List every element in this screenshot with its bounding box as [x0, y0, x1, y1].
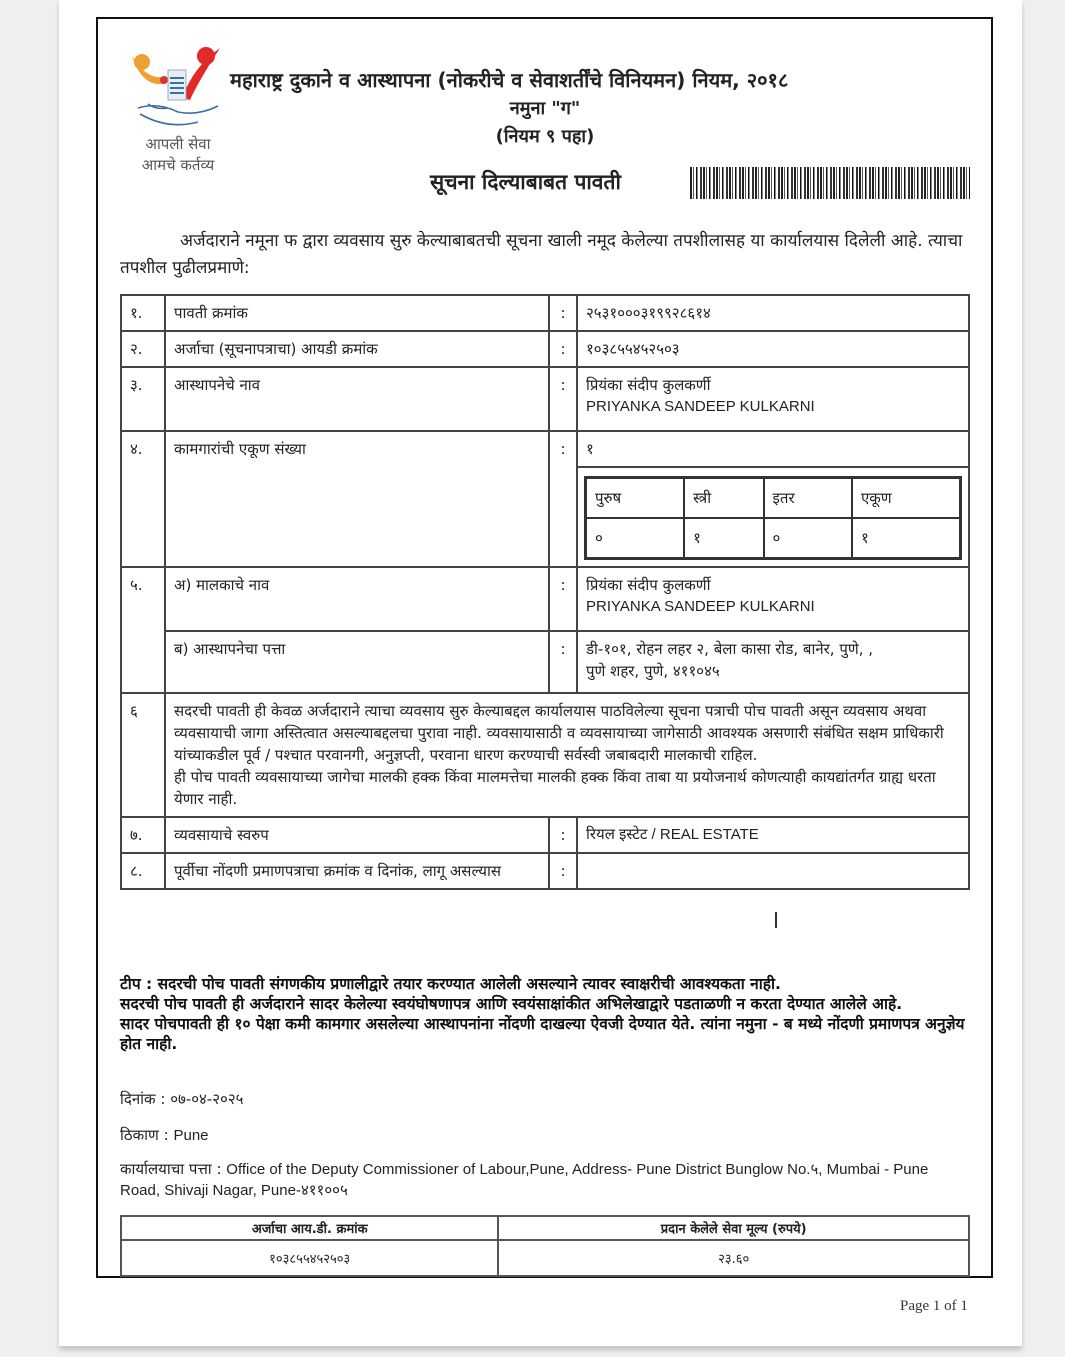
previous-registration-value [577, 853, 969, 889]
intro-paragraph: अर्जदाराने नमूना फ द्वारा व्यवसाय सुरु केल्याबाबतची सूचना खाली नमूद केलेल्या तपशीलासह या कार्यालयास दिलेली आहे. त्याचा तपशील पुढीलप्रमाणे: [120, 231, 963, 278]
row-label: अ) मालकाचे नाव [165, 567, 549, 631]
table-row [121, 631, 969, 693]
header-male: पुरुष [586, 478, 685, 519]
header-other: इतर [764, 478, 852, 519]
owner-name-value [577, 567, 969, 631]
office-address-line [120, 1159, 960, 1201]
logo-tagline-2: आमचे कर्तव्य [141, 156, 215, 174]
address-line-1: डी-१०१, रोहन लहर २, बेला कासा रोड, बानेर, पुणे, , [586, 640, 873, 658]
name-marathi: प्रियंका संदीप कुलकर्णी [586, 376, 711, 394]
row-number: २. [121, 331, 165, 367]
disclaimer-para-2: ही पोच पावती व्यवसायाच्या जागेचा मालकी हक्क किंवा मालमत्तेचा मालकी हक्क किंवा ताबा या प्रयोजनार्थ कोणत्याही कायद्यांतर्गत ग्राह्य धरता येणार नाही. [174, 768, 936, 808]
office-label: कार्यालयाचा पत्ता : [120, 1160, 222, 1178]
date-line [120, 1089, 243, 1109]
note-block [120, 974, 972, 1054]
date-label: दिनांक : [120, 1090, 166, 1108]
fee-table [120, 1215, 970, 1277]
row-number: ५. [121, 567, 165, 631]
barcode-icon [690, 167, 970, 199]
table-row [121, 431, 969, 467]
table-row [121, 467, 969, 567]
owner-name-english: PRIYANKA SANDEEP KULKARNI [586, 598, 815, 615]
note-line-3: सादर पोचपावती ही १० पेक्षा कमी कामगार असलेल्या आस्थापनांना नोंदणी दाखल्या ऐवजी देण्यात येते. त्यांना नमुना - ब मध्ये नोंदणी प्रमाणपत्र अनुज्ञेय होत नाही. [120, 1015, 965, 1053]
receipt-heading: सूचना दिल्याबाबत पावती [430, 170, 621, 194]
disclaimer-para-1: सदरची पावती ही केवळ अर्जदाराने त्याचा व्यवसाय सुरु केल्याबद्दल कार्यालयास पाठविलेल्या सूचना पत्राची पोच पावती असून व्यवसाय अथवा व्यवसायाची जागा अस्तित्वात असल्याबद्दलचा पुरावा नाही. व्यवसायासाठी व व्यवसायाच्या जागेसाठी आवश्यक असणारी संबंधित सक्षम प्राधिकारी यांच्याकडील पूर्व / पश्चात परवानगी, अनुज्ञप्ती, परवाना धारण करण्याची सर्वस्वी जबाबदारी मालकाची राहिल. [174, 702, 944, 764]
table-row [121, 295, 969, 331]
value-other: ० [764, 518, 852, 559]
row-number: ८. [121, 853, 165, 889]
row-label: पूर्वीचा नोंदणी प्रमाणपत्राचा क्रमांक व दिनांक, लागू असल्यास [165, 853, 549, 889]
rule-reference: (नियम ९ पहा) [495, 126, 595, 147]
colon: : [549, 367, 577, 431]
document-title: महाराष्ट्र दुकाने व आस्थापना (नोकरीचे व सेवाशर्तींचे विनियमन) नियम, २०१८ [230, 68, 789, 92]
table-row [121, 331, 969, 367]
note-line-1: टीप : सदरची पोच पावती संगणकीय प्रणालीद्वारे तयार करण्यात आलेली असल्याने त्यावर स्वाक्षरीची आवश्यकता नाही. [120, 975, 781, 993]
name-english: PRIYANKA SANDEEP KULKARNI [586, 398, 815, 415]
row-number: ४. [121, 431, 165, 467]
aaple-sarkar-logo [128, 42, 228, 182]
value-female: १ [684, 518, 763, 559]
business-type-value: रियल इस्टेट / REAL ESTATE [577, 817, 969, 853]
form-name: नमुना "ग" [509, 98, 581, 119]
row-number: ३. [121, 367, 165, 431]
address-line-2: पुणे शहर, पुणे, ४११०४५ [586, 662, 720, 680]
colon: : [549, 331, 577, 367]
row-label: अर्जाचा (सूचनापत्राचा) आयडी क्रमांक [165, 331, 549, 367]
disclaimer-cell [165, 693, 969, 817]
place-label: ठिकाण : [120, 1126, 169, 1144]
place-value: Pune [173, 1127, 209, 1144]
logo-tagline-1: आपली सेवा [145, 135, 211, 153]
date-value: ०७-०४-२०२५ [170, 1090, 244, 1108]
establishment-name-value [577, 367, 969, 431]
receipt-number-value: २५३१०००३१९९२८६१४ [577, 295, 969, 331]
row-number: ६ [121, 693, 165, 817]
page-indicator: Page 1 of 1 [900, 1298, 968, 1314]
details-table [120, 294, 970, 890]
value-male: ० [586, 518, 685, 559]
note-line-2: सदरची पोच पावती ही अर्जदाराने सादर केलेल्या स्वयंघोषणापत्र आणि स्वयंसाक्षांकीत अभिलेखाद्वारे पडताळणी न करता देण्यात आलेले आहे. [120, 995, 903, 1013]
application-id-value: १०३८५५४५२५०३ [577, 331, 969, 367]
office-value: Office of the Deputy Commissioner of Labour,Pune, Address- Pune District Bunglow No.५, Mumbai - Pune Road, Shivaji Nagar, Pune-४११००५ [120, 1161, 929, 1199]
colon: : [549, 817, 577, 853]
table-row [121, 567, 969, 631]
total-workers-value: १ [577, 431, 969, 467]
row-label: कामगारांची एकूण संख्या [165, 431, 549, 467]
table-row [121, 367, 969, 431]
header-total: एकूण [852, 478, 961, 519]
row-number: १. [121, 295, 165, 331]
colon: : [549, 567, 577, 631]
row-label: पावती क्रमांक [165, 295, 549, 331]
row-label: आस्थापनेचे नाव [165, 367, 549, 431]
logo-icon [128, 42, 228, 134]
workers-breakdown-table [584, 476, 962, 560]
colon: : [549, 295, 577, 331]
fee-service-charge: २३.६० [498, 1240, 969, 1276]
establishment-address-value [577, 631, 969, 693]
place-line [120, 1125, 209, 1145]
row-number: ७. [121, 817, 165, 853]
colon: : [549, 853, 577, 889]
value-total: १ [852, 518, 961, 559]
table-row [121, 693, 969, 817]
colon: : [549, 431, 577, 467]
fee-header-application-id: अर्जाचा आय.डी. क्रमांक [121, 1216, 498, 1240]
row-label: व्यवसायाचे स्वरुप [165, 817, 549, 853]
text-cursor-mark [775, 912, 777, 928]
fee-header-service-charge: प्रदान केलेले सेवा मूल्य (रुपये) [498, 1216, 969, 1240]
row-label: ब) आस्थापनेचा पत्ता [165, 631, 549, 693]
table-row [121, 817, 969, 853]
owner-name-marathi: प्रियंका संदीप कुलकर्णी [586, 576, 711, 594]
header-female: स्त्री [684, 478, 763, 519]
colon: : [549, 631, 577, 693]
table-row [121, 853, 969, 889]
fee-application-id: १०३८५५४५२५०३ [121, 1240, 498, 1276]
